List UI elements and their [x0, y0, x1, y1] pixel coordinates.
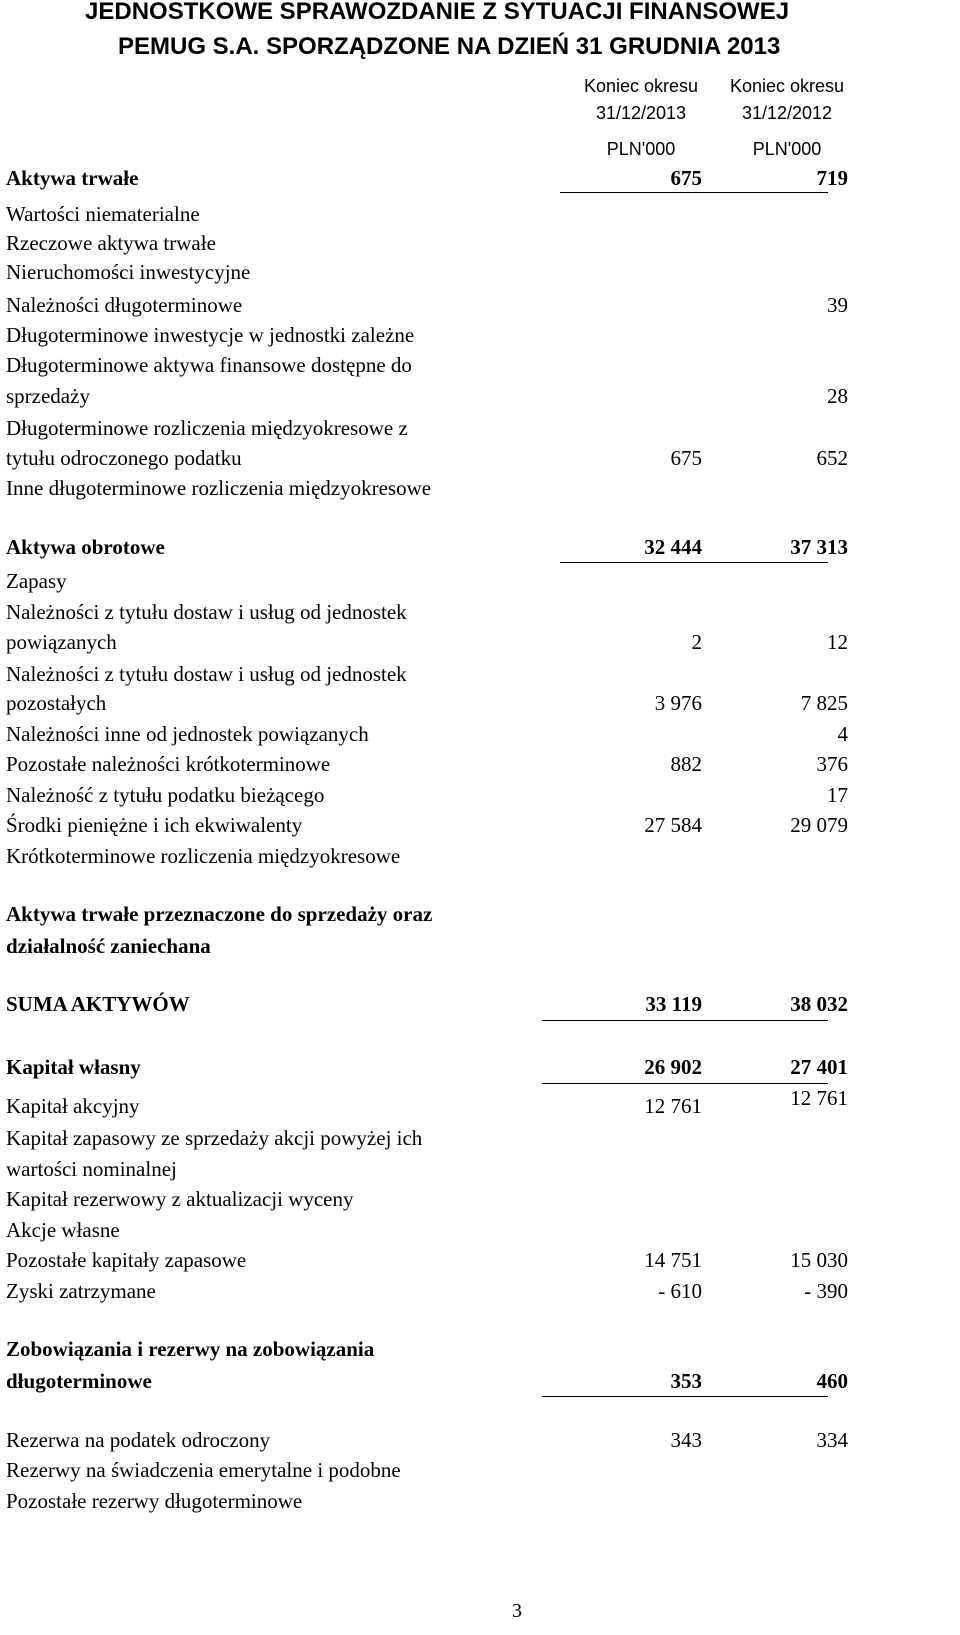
value-2013: 3 976	[654, 691, 702, 715]
row-label: Krótkoterminowe rozliczenia międzyokresowe	[6, 844, 401, 868]
row-label: Zyski zatrzymane	[6, 1279, 156, 1303]
value-2012: 652	[816, 446, 848, 470]
row-label: Kapitał zapasowy ze sprzedaży akcji powyżej ich	[6, 1126, 423, 1150]
value-2012: 7 825	[800, 691, 848, 715]
section-underline	[560, 192, 828, 193]
section-underline	[542, 1396, 828, 1397]
row-label: Długoterminowe rozliczenia międzyokresowe z	[6, 416, 408, 440]
report-title-line-2: PEMUG S.A. SPORZĄDZONE NA DZIEŃ 31 GRUDNIA 2013	[118, 33, 781, 60]
row-label: Kapitał rezerwowy z aktualizacji wyceny	[6, 1187, 354, 1211]
row-label: Należność z tytułu podatku bieżącego	[6, 783, 325, 807]
value-2013: 14 751	[644, 1248, 702, 1272]
row-label: sprzedaży	[6, 384, 90, 408]
value-2013: 353	[670, 1369, 702, 1393]
row-label: Należności inne od jednostek powiązanych	[6, 722, 369, 746]
row-label: Środki pieniężne i ich ekwiwalenty	[6, 813, 303, 837]
row-label: Należności długoterminowe	[6, 293, 243, 317]
row-label: Długoterminowe aktywa finansowe dostępne do	[6, 353, 412, 377]
row-label: Pozostałe rezerwy długoterminowe	[6, 1489, 303, 1513]
row-label: długoterminowe	[6, 1369, 152, 1393]
value-2013: 12 761	[644, 1094, 702, 1118]
value-2012: 29 079	[790, 813, 848, 837]
row-label: Aktywa trwałe przeznaczone do sprzedaży oraz	[6, 902, 433, 926]
value-2013: 675	[670, 166, 702, 190]
row-label: Aktywa trwałe	[6, 166, 139, 190]
row-label: wartości nominalnej	[6, 1157, 177, 1181]
row-label: Akcje własne	[6, 1218, 120, 1242]
section-underline	[560, 562, 828, 563]
value-2013: 27 584	[644, 813, 702, 837]
value-2012: 38 032	[790, 992, 848, 1016]
value-2013: 26 902	[644, 1055, 702, 1079]
value-2013: - 610	[658, 1279, 702, 1303]
value-2013: 343	[670, 1428, 702, 1452]
row-label: Pozostałe kapitały zapasowe	[6, 1248, 247, 1272]
column-header-2012-line-1: Koniec okresu	[729, 76, 845, 96]
value-2012: 334	[816, 1428, 848, 1452]
value-2012: 15 030	[790, 1248, 848, 1272]
row-label: Nieruchomości inwestycyjne	[6, 260, 251, 284]
column-header-2012-unit: PLN'000	[752, 139, 822, 159]
value-2012: 27 401	[790, 1055, 848, 1079]
value-2012: 719	[816, 166, 848, 190]
column-header-2012-date: 31/12/2012	[741, 103, 833, 123]
report-title-line-1: JEDNOSTKOWE SPRAWOZDANIE Z SYTUACJI FINANSOWEJ	[85, 0, 790, 25]
value-2012: 17	[827, 783, 848, 807]
row-label: Wartości niematerialne	[6, 202, 200, 226]
value-2012: 376	[816, 752, 848, 776]
value-2013: 33 119	[645, 992, 702, 1016]
row-label: powiązanych	[6, 630, 117, 654]
value-2012: 12 761	[790, 1086, 848, 1110]
row-label: tytułu odroczonego podatku	[6, 446, 242, 470]
value-2012: 12	[827, 630, 848, 654]
value-2012: 460	[816, 1369, 848, 1393]
value-2012: 28	[827, 384, 848, 408]
section-underline	[542, 1020, 828, 1021]
column-header-2013-unit: PLN'000	[606, 139, 676, 159]
row-label: Długoterminowe inwestycje w jednostki zależne	[6, 323, 415, 347]
row-label: Pozostałe należności krótkoterminowe	[6, 752, 331, 776]
section-underline	[542, 1083, 828, 1084]
column-header-2013-date: 31/12/2013	[595, 103, 687, 123]
column-header-2013-line-1: Koniec okresu	[583, 76, 699, 96]
row-label: Kapitał własny	[6, 1055, 141, 1079]
value-2012: 39	[827, 293, 848, 317]
row-label: Rzeczowe aktywa trwałe	[6, 231, 216, 255]
row-label: SUMA AKTYWÓW	[6, 992, 190, 1016]
row-label: Zapasy	[6, 569, 67, 593]
value-2013: 675	[670, 446, 702, 470]
row-label: Rezerwy na świadczenia emerytalne i podobne	[6, 1458, 401, 1482]
row-label: Kapitał akcyjny	[6, 1094, 140, 1118]
row-label: Aktywa obrotowe	[6, 535, 165, 559]
row-label: działalność zaniechana	[6, 934, 211, 958]
value-2013: 32 444	[644, 535, 702, 559]
value-2012: 37 313	[790, 535, 848, 559]
value-2012: - 390	[804, 1279, 848, 1303]
row-label: Należności z tytułu dostaw i usług od jednostek	[6, 662, 407, 686]
row-label: Należności z tytułu dostaw i usług od jednostek	[6, 600, 407, 624]
value-2013: 882	[670, 752, 702, 776]
row-label: pozostałych	[6, 691, 107, 715]
row-label: Zobowiązania i rezerwy na zobowiązania	[6, 1337, 375, 1361]
page-number: 3	[512, 1600, 522, 1622]
row-label: Inne długoterminowe rozliczenia międzyokresowe	[6, 476, 432, 500]
value-2012: 4	[837, 722, 848, 746]
row-label: Rezerwa na podatek odroczony	[6, 1428, 271, 1452]
value-2013: 2	[691, 630, 702, 654]
